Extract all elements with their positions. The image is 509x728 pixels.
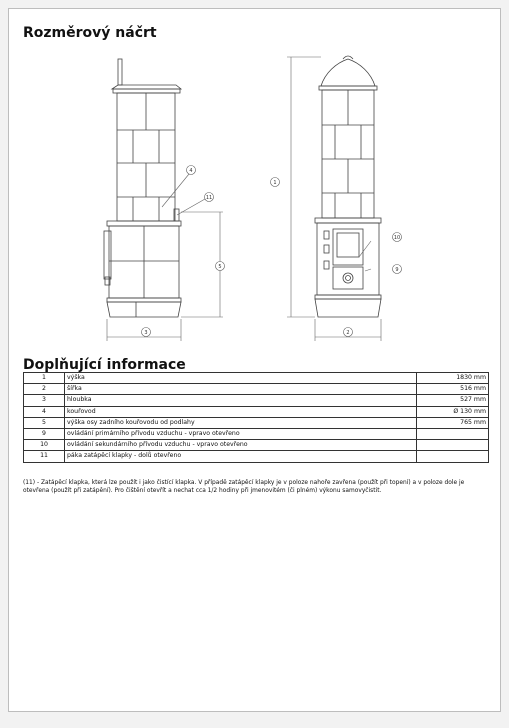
side-view — [104, 59, 181, 317]
document-page — [8, 8, 501, 712]
row-number: 3 — [24, 395, 65, 406]
table-row — [24, 373, 489, 384]
side-base — [107, 302, 181, 317]
row-value — [417, 451, 489, 462]
table-row — [24, 417, 489, 428]
table-row — [24, 440, 489, 451]
row-value: Ø 130 mm — [417, 406, 489, 417]
flue-pipe — [118, 59, 122, 85]
row-number: 10 — [24, 440, 65, 451]
table-row — [24, 395, 489, 406]
front-view — [315, 56, 381, 317]
row-label: hloubka — [65, 395, 417, 406]
row-value — [417, 440, 489, 451]
info-table — [23, 372, 489, 463]
row-value: 1830 mm — [417, 373, 489, 384]
row-value: 516 mm — [417, 384, 489, 395]
table-row — [24, 428, 489, 439]
row-value: 527 mm — [417, 395, 489, 406]
callout-10-label: 10 — [393, 235, 401, 241]
front-body — [317, 223, 379, 295]
table-row — [24, 384, 489, 395]
row-label: výška osy zadního kouřovodu od podlahy — [65, 417, 417, 428]
row-number: 4 — [24, 406, 65, 417]
callout-3-label: 3 — [144, 330, 148, 336]
row-value: 765 mm — [417, 417, 489, 428]
row-value — [417, 428, 489, 439]
row-number: 2 — [24, 384, 65, 395]
front-crown — [321, 59, 375, 86]
callout-9-label: 9 — [395, 267, 399, 273]
row-number: 9 — [24, 428, 65, 439]
row-number: 1 — [24, 373, 65, 384]
callout-11-label: 11 — [205, 195, 213, 201]
section-title-drawing: Rozměrový náčrt — [23, 25, 157, 41]
dimension-drawing — [9, 49, 501, 349]
row-label: páka zatápěcí klapky - dolů otevřeno — [65, 451, 417, 462]
ash-door — [333, 267, 363, 289]
row-label: kouřovod — [65, 406, 417, 417]
footnote-text: (11) - Zatápěcí klapka, která lze použít i jako čistící klapka. V případě zatápěcí klapky je v poloze nahoře zavřena (použít při topení) a v poloze dole je otevřena (použít při zatápění). Pro čištění otevřít a nechat cca 1/2 hodiny při jmenovitém (či plném) výkonu samovyčistit. — [23, 479, 465, 495]
table-row — [24, 406, 489, 417]
section-title-info: Doplňující informace — [23, 357, 186, 373]
row-number: 11 — [24, 451, 65, 462]
row-label: ovládání primárního přívodu vzduchu - vpravo otevřeno — [65, 428, 417, 439]
row-label: šířka — [65, 384, 417, 395]
row-label: výška — [65, 373, 417, 384]
row-number: 5 — [24, 417, 65, 428]
side-top-cap — [112, 85, 181, 89]
callout-1-label: 1 — [273, 180, 277, 186]
callout-5-label: 5 — [218, 264, 222, 270]
fire-door — [333, 229, 363, 265]
callout-4-label: 4 — [189, 168, 193, 174]
front-base — [315, 299, 381, 317]
row-label: ovládání sekundárního přívodu vzduchu - vpravo otevřeno — [65, 440, 417, 451]
callout-2-label: 2 — [346, 330, 350, 336]
table-row — [24, 451, 489, 462]
